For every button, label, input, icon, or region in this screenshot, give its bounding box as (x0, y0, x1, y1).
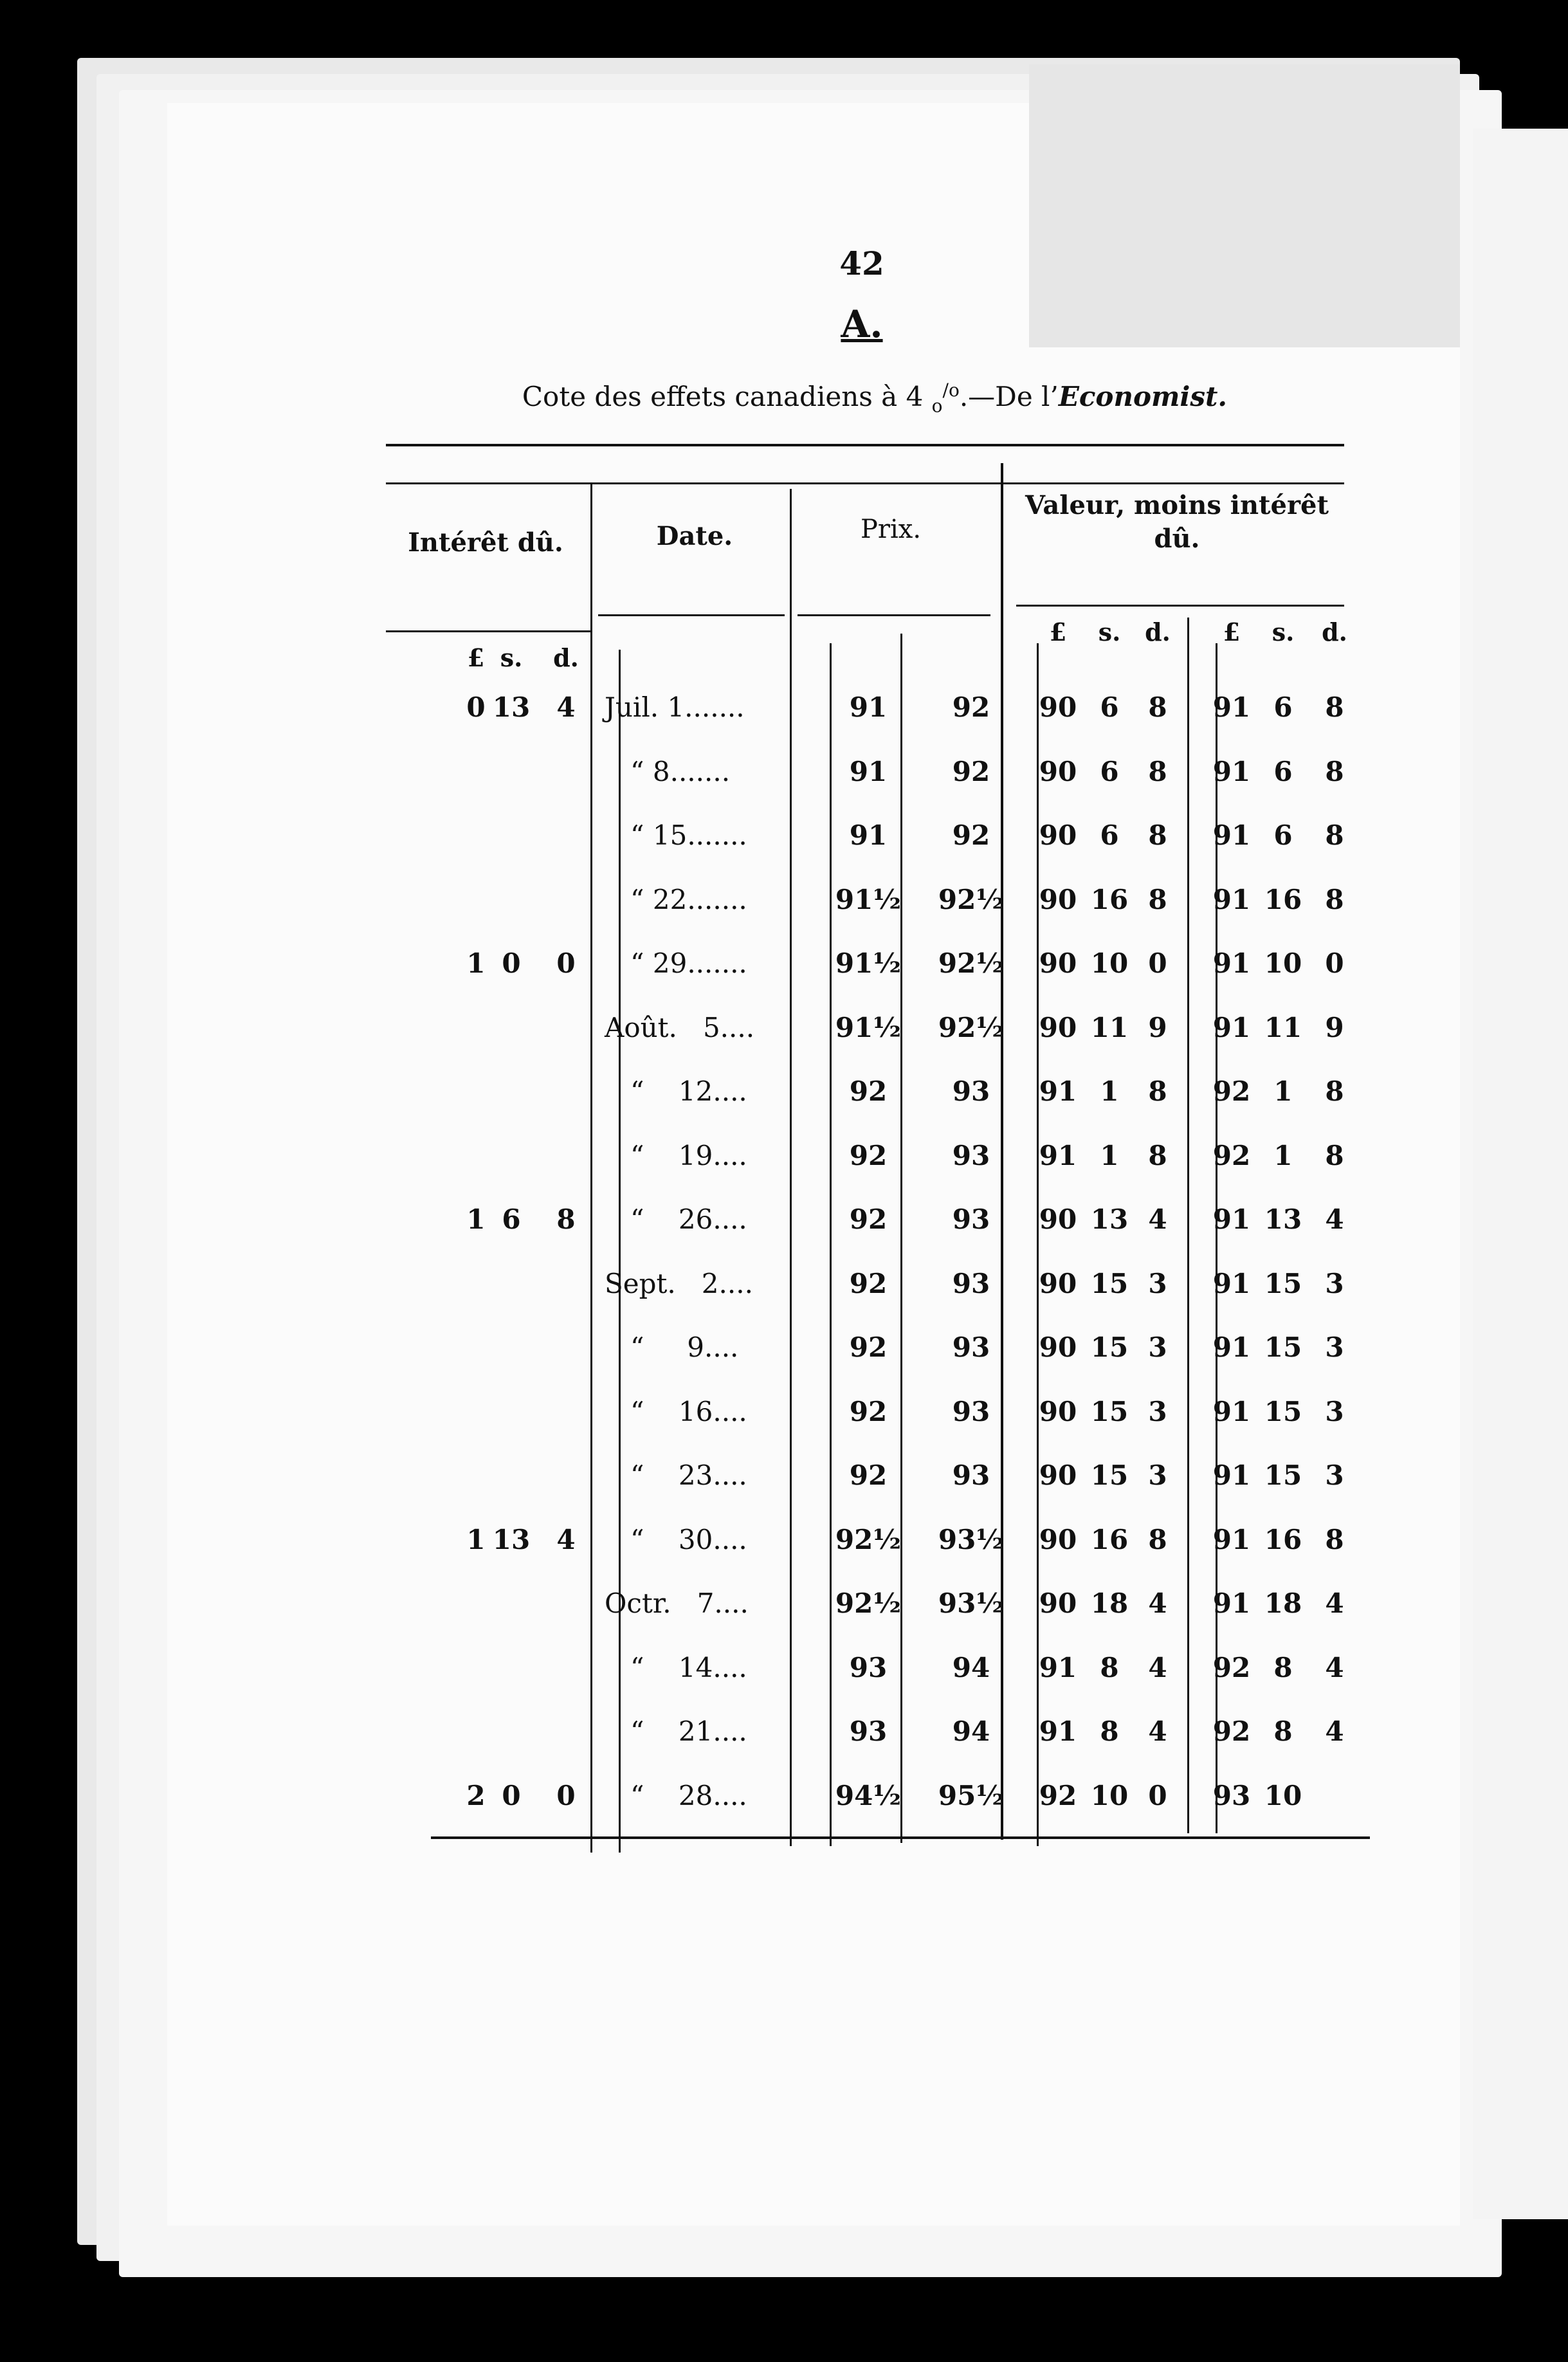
subheader-value-b-1: s. (1272, 618, 1295, 646)
price-high-cell: 93 (952, 1204, 990, 1235)
price-low-cell: 92 (849, 1395, 888, 1427)
value-a-cell: 8 (1148, 883, 1167, 915)
value-b-cell: 91 (1212, 883, 1251, 915)
price-low-cell: 93 (849, 1716, 888, 1747)
caption-percent-sub: o (931, 395, 943, 417)
value-a-cell: 90 (1039, 1332, 1077, 1363)
value-b-cell: 91 (1212, 948, 1251, 979)
price-high-cell: 92½ (938, 883, 1005, 915)
value-b-cell: 16 (1264, 1523, 1302, 1555)
value-a-cell: 4 (1148, 1588, 1167, 1619)
value-a-cell: 15 (1090, 1267, 1129, 1299)
value-a-cell: 91 (1039, 1651, 1077, 1683)
value-a-cell: 8 (1148, 691, 1167, 723)
price-low-cell: 92 (849, 1139, 888, 1171)
price-high-cell: 93 (952, 1395, 990, 1427)
value-a-cell: 3 (1148, 1460, 1167, 1491)
interest-cell: 4 (556, 691, 576, 723)
value-b-cell: 8 (1325, 883, 1344, 915)
price-low-cell: 92½ (835, 1523, 902, 1555)
price-high-cell: 92 (952, 755, 990, 787)
price-high-cell: 93 (952, 1332, 990, 1363)
price-low-cell: 92 (849, 1460, 888, 1491)
date-cell: Juil. 1....... (605, 691, 745, 723)
value-b-cell: 4 (1325, 1204, 1344, 1235)
interest-cell: 0 (466, 691, 486, 723)
value-a-cell: 90 (1039, 948, 1077, 979)
value-a-cell: 90 (1039, 1011, 1077, 1043)
price-low-cell: 92½ (835, 1588, 902, 1619)
value-a-cell: 4 (1148, 1716, 1167, 1747)
value-b-cell: 15 (1264, 1395, 1302, 1427)
date-cell: “ 28.... (605, 1779, 747, 1811)
value-b-cell: 91 (1212, 1011, 1251, 1043)
date-cell: Octr. 7.... (605, 1588, 749, 1619)
value-b-cell: 11 (1264, 1011, 1302, 1043)
interest-cell: 4 (556, 1523, 576, 1555)
value-a-cell: 10 (1090, 948, 1129, 979)
interest-cell: 1 (466, 948, 486, 979)
date-cell: Sept. 2.... (605, 1267, 753, 1299)
value-b-cell: 15 (1264, 1267, 1302, 1299)
value-b-cell: 10 (1264, 1779, 1302, 1811)
value-a-cell: 90 (1039, 1204, 1077, 1235)
value-b-cell: 4 (1325, 1651, 1344, 1683)
header-interest: Intérêt dû. (408, 527, 563, 558)
value-b-cell: 1 (1273, 1076, 1293, 1107)
value-b-cell: 3 (1325, 1267, 1344, 1299)
value-a-cell: 15 (1090, 1395, 1129, 1427)
price-low-cell: 92 (849, 1204, 888, 1235)
appendix-letter: A. (841, 302, 883, 346)
value-a-cell: 90 (1039, 883, 1077, 915)
value-a-cell: 8 (1100, 1716, 1119, 1747)
value-a-cell: 4 (1148, 1651, 1167, 1683)
value-b-cell: 8 (1325, 1076, 1344, 1107)
value-a-cell: 6 (1100, 755, 1119, 787)
value-b-cell: 4 (1325, 1716, 1344, 1747)
value-b-cell: 6 (1273, 755, 1293, 787)
value-a-cell: 0 (1148, 948, 1167, 979)
interest-cell: 13 (492, 1523, 531, 1555)
value-b-cell: 91 (1212, 1588, 1251, 1619)
value-b-cell: 15 (1264, 1460, 1302, 1491)
value-b-cell: 92 (1212, 1076, 1251, 1107)
subheader-value-b-0: £ (1223, 618, 1241, 646)
date-cell: “ 19.... (605, 1139, 747, 1171)
subheader-value-a-0: £ (1049, 618, 1067, 646)
price-low-cell: 93 (849, 1651, 888, 1683)
value-b-cell: 10 (1264, 948, 1302, 979)
value-a-cell: 4 (1148, 1204, 1167, 1235)
value-a-cell: 91 (1039, 1716, 1077, 1747)
price-high-cell: 93 (952, 1460, 990, 1491)
date-cell: “ 14.... (605, 1651, 747, 1683)
value-b-cell: 8 (1325, 691, 1344, 723)
date-cell: “ 21.... (605, 1716, 747, 1747)
subheader-interest-2: d. (553, 643, 579, 672)
date-cell: “ 23.... (605, 1460, 747, 1491)
value-a-cell: 90 (1039, 691, 1077, 723)
value-a-cell: 8 (1148, 755, 1167, 787)
value-a-cell: 15 (1090, 1460, 1129, 1491)
price-low-cell: 94½ (835, 1779, 902, 1811)
value-b-cell: 92 (1212, 1716, 1251, 1747)
value-b-cell: 92 (1212, 1651, 1251, 1683)
value-b-cell: 6 (1273, 691, 1293, 723)
subheader-value-a-2: d. (1145, 618, 1171, 646)
price-low-cell: 91 (849, 819, 888, 851)
value-a-cell: 91 (1039, 1076, 1077, 1107)
date-cell: “ 9.... (605, 1332, 739, 1363)
subheader-value-b-2: d. (1322, 618, 1347, 646)
price-low-cell: 92 (849, 1076, 888, 1107)
value-b-cell: 91 (1212, 1332, 1251, 1363)
value-a-cell: 3 (1148, 1332, 1167, 1363)
value-b-cell: 91 (1212, 1204, 1251, 1235)
value-a-cell: 16 (1090, 1523, 1129, 1555)
value-a-cell: 1 (1100, 1139, 1119, 1171)
interest-cell: 0 (556, 948, 576, 979)
price-high-cell: 92½ (938, 1011, 1005, 1043)
value-b-cell: 93 (1212, 1779, 1251, 1811)
date-cell: “ 22....... (605, 883, 747, 915)
value-a-cell: 6 (1100, 691, 1119, 723)
header-value: Valeur, moins intérêt dû. (1025, 490, 1329, 554)
value-b-cell: 8 (1325, 1139, 1344, 1171)
interest-cell: 0 (502, 1779, 521, 1811)
price-high-cell: 93 (952, 1139, 990, 1171)
date-cell: “ 29....... (605, 948, 747, 979)
value-a-cell: 9 (1148, 1011, 1167, 1043)
value-a-cell: 6 (1100, 819, 1119, 851)
value-a-cell: 92 (1039, 1779, 1077, 1811)
value-a-cell: 11 (1090, 1011, 1129, 1043)
value-b-cell: 1 (1273, 1139, 1293, 1171)
value-b-cell: 91 (1212, 819, 1251, 851)
value-a-cell: 8 (1148, 1076, 1167, 1107)
value-b-cell: 91 (1212, 1523, 1251, 1555)
interest-cell: 8 (556, 1204, 576, 1235)
caption-main: Cote des effets canadiens à 4 (522, 381, 924, 412)
value-a-cell: 18 (1090, 1588, 1129, 1619)
value-b-cell: 3 (1325, 1395, 1344, 1427)
price-low-cell: 91½ (835, 1011, 902, 1043)
header-price: Prix. (860, 515, 922, 544)
price-high-cell: 94 (952, 1651, 990, 1683)
value-b-cell: 16 (1264, 883, 1302, 915)
price-high-cell: 94 (952, 1716, 990, 1747)
caption-tail: .—De l’ (959, 381, 1059, 412)
interest-cell: 0 (556, 1779, 576, 1811)
value-a-cell: 10 (1090, 1779, 1129, 1811)
price-low-cell: 92 (849, 1332, 888, 1363)
caption-source: Economist. (1058, 381, 1228, 412)
interest-cell: 1 (466, 1523, 486, 1555)
value-a-cell: 90 (1039, 1460, 1077, 1491)
interest-cell: 2 (466, 1779, 486, 1811)
value-a-cell: 8 (1100, 1651, 1119, 1683)
value-a-cell: 13 (1090, 1204, 1129, 1235)
value-a-cell: 8 (1148, 1139, 1167, 1171)
value-b-cell: 6 (1273, 819, 1293, 851)
date-cell: “ 16.... (605, 1395, 747, 1427)
price-low-cell: 92 (849, 1267, 888, 1299)
value-b-cell: 8 (1325, 755, 1344, 787)
value-b-cell: 8 (1273, 1651, 1293, 1683)
price-low-cell: 91½ (835, 883, 902, 915)
value-b-cell: 8 (1273, 1716, 1293, 1747)
price-high-cell: 93 (952, 1267, 990, 1299)
date-cell: “ 12.... (605, 1076, 747, 1107)
value-b-cell: 8 (1325, 1523, 1344, 1555)
value-a-cell: 90 (1039, 1523, 1077, 1555)
date-cell: Août. 5.... (605, 1011, 755, 1043)
caption-percent-sup: /o (942, 380, 960, 401)
value-a-cell: 8 (1148, 1523, 1167, 1555)
subheader-interest-1: s. (500, 643, 523, 672)
price-high-cell: 93½ (938, 1588, 1005, 1619)
value-b-cell: 3 (1325, 1332, 1344, 1363)
date-cell: “ 30.... (605, 1523, 747, 1555)
price-high-cell: 92 (952, 819, 990, 851)
date-cell: “ 26.... (605, 1204, 747, 1235)
value-b-cell: 4 (1325, 1588, 1344, 1619)
interest-cell: 13 (492, 691, 531, 723)
value-a-cell: 3 (1148, 1267, 1167, 1299)
value-a-cell: 16 (1090, 883, 1129, 915)
value-a-cell: 90 (1039, 1267, 1077, 1299)
value-a-cell: 1 (1100, 1076, 1119, 1107)
price-low-cell: 91½ (835, 948, 902, 979)
header-date: Date. (656, 521, 733, 551)
value-b-cell: 92 (1212, 1139, 1251, 1171)
value-a-cell: 90 (1039, 1588, 1077, 1619)
date-cell: “ 8....... (605, 755, 731, 787)
value-a-cell: 90 (1039, 819, 1077, 851)
value-b-cell: 18 (1264, 1588, 1302, 1619)
price-high-cell: 95½ (938, 1779, 1005, 1811)
date-cell: “ 15....... (605, 819, 747, 851)
subheader-value-a-1: s. (1098, 618, 1121, 646)
value-b-cell: 91 (1212, 1460, 1251, 1491)
value-b-cell: 9 (1325, 1011, 1344, 1043)
value-a-cell: 0 (1148, 1779, 1167, 1811)
value-a-cell: 3 (1148, 1395, 1167, 1427)
value-b-cell: 91 (1212, 755, 1251, 787)
value-a-cell: 91 (1039, 1139, 1077, 1171)
value-b-cell: 91 (1212, 1395, 1251, 1427)
price-high-cell: 92 (952, 691, 990, 723)
price-low-cell: 91 (849, 691, 888, 723)
value-a-cell: 8 (1148, 819, 1167, 851)
price-low-cell: 91 (849, 755, 888, 787)
value-a-cell: 90 (1039, 1395, 1077, 1427)
subheader-interest-0: £ (467, 643, 485, 672)
price-high-cell: 93½ (938, 1523, 1005, 1555)
value-a-cell: 15 (1090, 1332, 1129, 1363)
value-b-cell: 91 (1212, 691, 1251, 723)
interest-cell: 1 (466, 1204, 486, 1235)
value-b-cell: 8 (1325, 819, 1344, 851)
value-b-cell: 3 (1325, 1460, 1344, 1491)
value-b-cell: 13 (1264, 1204, 1302, 1235)
page-number: 42 (839, 244, 884, 282)
value-a-cell: 90 (1039, 755, 1077, 787)
interest-cell: 0 (502, 948, 521, 979)
interest-cell: 6 (502, 1204, 521, 1235)
price-high-cell: 93 (952, 1076, 990, 1107)
value-b-cell: 91 (1212, 1267, 1251, 1299)
value-b-cell: 0 (1325, 948, 1344, 979)
value-b-cell: 15 (1264, 1332, 1302, 1363)
price-high-cell: 92½ (938, 948, 1005, 979)
